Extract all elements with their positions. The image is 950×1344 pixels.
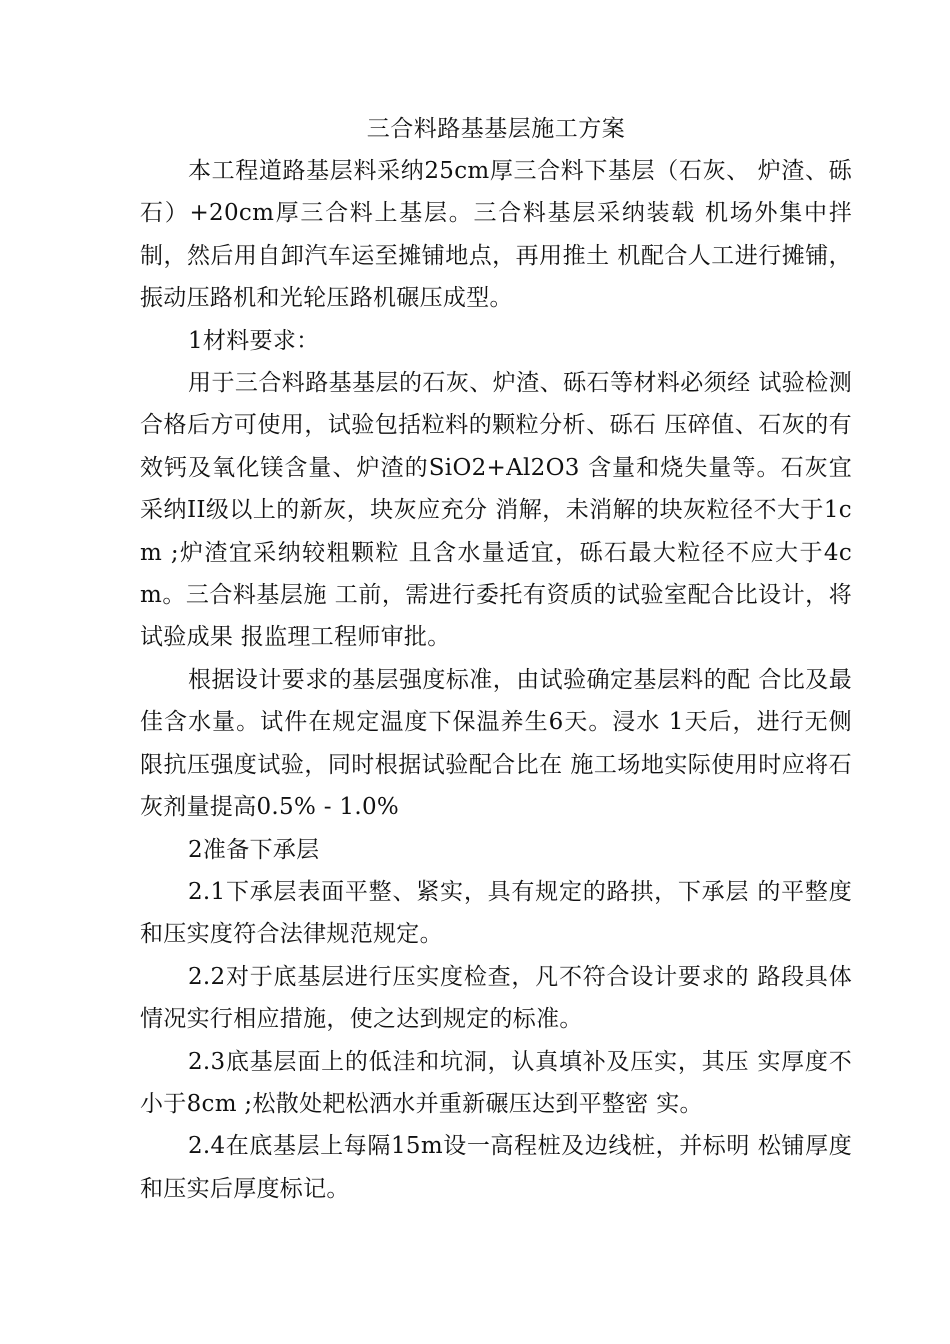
paragraph-2-2: 2.2对于底基层进行压实度检查，凡不符合设计要求的 路段具体情况实行相应措施，使之达到规定的标准。 (140, 963, 852, 1033)
document-body (140, 108, 852, 1210)
document-title: 三合料路基基层施工方案 (366, 116, 626, 142)
heading-prepare-sublayer: 2准备下承层 (188, 836, 320, 863)
paragraph-intro: 本工程道路基层料采纳25cm厚三合料下基层（石灰、 炉渣、砾石）+20cm厚三合料上基层。三合料基层采纳装载 机场外集中拌制，然后用自卸汽车运至摊铺地点，再用推土 机配合人工进行摊铺，振动压路机和光轮压路机碾压成型。 (140, 158, 852, 312)
paragraph-2-1: 2.1下承层表面平整、紧实，具有规定的路拱，下承层 的平整度和压实度符合法律规范规定。 (140, 878, 852, 948)
paragraph-2-4: 2.4在底基层上每隔15m设一高程桩及边线桩，并标明 松铺厚度和压实后厚度标记。 (140, 1133, 852, 1202)
heading-material-requirements: 1材料要求： (188, 327, 320, 354)
paragraph-2-3: 2.3底基层面上的低洼和坑洞，认真填补及压实，其压 实厚度不小于8cm ;松散处耙松洒水并重新碾压达到平整密 实。 (140, 1048, 852, 1117)
paragraph-material-testing: 用于三合料路基基层的石灰、炉渣、砾石等材料必须经 试验检测合格后方可使用，试验包括粒料的颗粒分析、砾石 压碎值、石灰的有效钙及氧化镁含量、炉渣的SiO2+Al2O3 含量和烧失量等。石灰宜采纳II级以上的新灰，块灰应充分 消解，未消解的块灰粒径不大于1cm ;炉渣宜采纳较粗颗粒 且含水量适宜，砾石最大粒径不应大于4cm。三合料基层施 工前，需进行委托有资质的试验室配合比设计，将试验成果 报监理工程师审批。 (140, 370, 852, 651)
paragraph-mix-design: 根据设计要求的基层强度标准，由试验确定基层料的配 合比及最佳含水量。试件在规定温度下保温养生6天。浸水 1天后，进行无侧限抗压强度试验，同时根据试验配合比在 施工场地实际使用时应将石灰剂量提高0.5% - 1.0% (140, 666, 852, 821)
